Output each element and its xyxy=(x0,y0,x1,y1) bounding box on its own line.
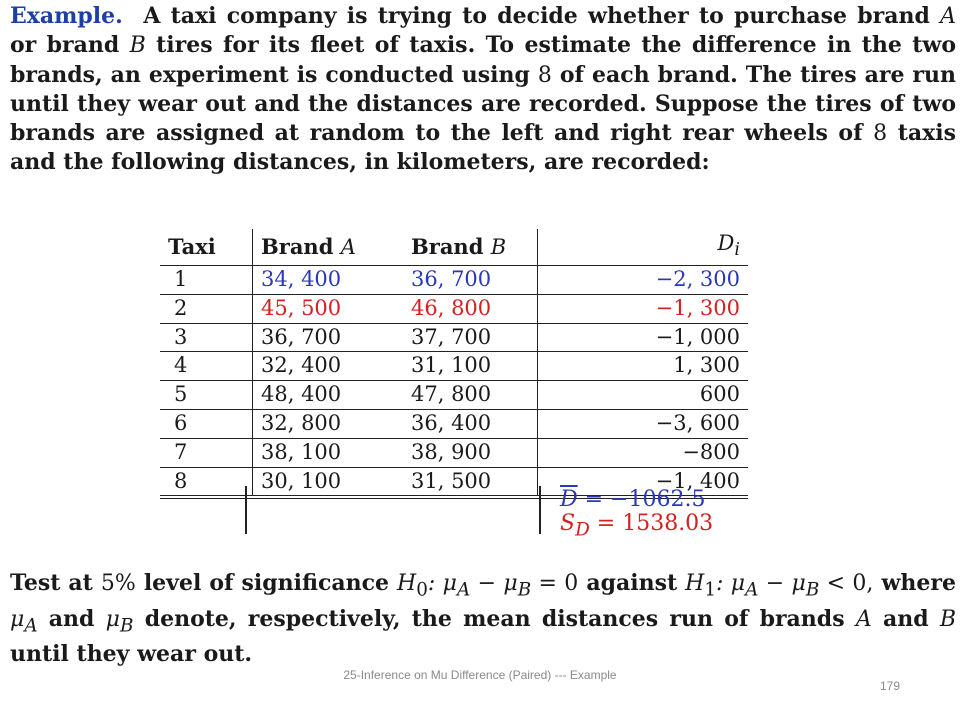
table-row xyxy=(160,323,748,352)
sd-difference xyxy=(560,512,713,542)
header-brand-b xyxy=(403,229,538,265)
cell-taxi: 8 xyxy=(160,467,253,497)
taxi-column-rule xyxy=(245,486,247,534)
mu-b-symbol xyxy=(105,606,134,637)
cell-taxi: 6 xyxy=(160,409,253,438)
table-row xyxy=(160,409,748,438)
slide-footer-title: 25-Inference on Mu Difference (Paired) --- Example xyxy=(343,668,617,682)
test-text-2: level of significance xyxy=(143,570,390,596)
cell-brand-b: 46, 800 xyxy=(403,294,538,323)
cell-brand-b: 47, 800 xyxy=(403,381,538,410)
example-paragraph xyxy=(10,2,956,178)
h1-symbol: H xyxy=(685,571,705,596)
test-text-8: until they wear out. xyxy=(10,641,253,668)
cell-brand-b: 36, 700 xyxy=(403,265,538,294)
h0-expr: : μ xyxy=(427,571,457,596)
dbar-value: = −1062.5 xyxy=(577,487,706,512)
table-header-row xyxy=(160,229,748,265)
cell-brand-b: 31, 100 xyxy=(403,352,538,381)
cell-brand-a: 45, 500 xyxy=(253,294,404,323)
table-row xyxy=(160,438,748,467)
header-brand-b-word: Brand xyxy=(411,233,484,259)
cell-taxi: 7 xyxy=(160,438,253,467)
significance-level: 5% xyxy=(100,571,136,596)
h1-rhs: < 0, xyxy=(819,571,874,596)
h0-minus: − μ xyxy=(470,571,518,596)
mu-a-letter: μ xyxy=(10,606,25,632)
cell-taxi: 3 xyxy=(160,323,253,352)
table-row xyxy=(160,352,748,381)
header-taxi: Taxi xyxy=(160,229,253,265)
header-diff-subscript: i xyxy=(734,240,740,261)
header-diff-symbol: D xyxy=(717,231,735,255)
cell-taxi: 5 xyxy=(160,381,253,410)
cell-difference: −3, 600 xyxy=(538,409,749,438)
sample-size: 8 xyxy=(537,62,552,88)
brand-b-column-rule xyxy=(539,486,541,534)
test-text-3: against xyxy=(586,570,678,596)
sd-subscript: D xyxy=(575,519,590,541)
example-text-4: of each brand. The tires are run until they wear out and the distances are recorded. Suppose the tires of two brands are assigned at random to the left and right rear wheels of xyxy=(10,61,956,147)
alt-hypothesis xyxy=(685,571,874,601)
h1-mu-a-subscript: A xyxy=(745,579,759,601)
mu-b-sub: B xyxy=(119,615,134,637)
cell-brand-a: 30, 100 xyxy=(253,467,404,497)
cell-brand-b: 31, 500 xyxy=(403,467,538,497)
h1-subscript: 1 xyxy=(704,579,717,601)
dbar-symbol: $\overline{D}$ xyxy=(560,487,578,512)
mean-difference xyxy=(560,488,713,512)
h1-minus: − μ xyxy=(758,571,806,596)
cell-brand-a: 36, 700 xyxy=(253,323,404,352)
test-text-6: denote, respectively, the mean distances run of brands xyxy=(144,605,845,632)
slide-page-number: 179 xyxy=(879,679,901,693)
distance-table xyxy=(160,229,748,499)
sd-symbol: S xyxy=(560,511,576,536)
cell-brand-b: 36, 400 xyxy=(403,409,538,438)
sd-value: = 1538.03 xyxy=(589,511,714,536)
mu-a-sub: A xyxy=(24,615,38,637)
cell-difference: −1, 400 xyxy=(538,467,749,497)
cell-taxi: 1 xyxy=(160,265,253,294)
test-text-5: and xyxy=(48,605,95,632)
cell-brand-a: 32, 400 xyxy=(253,352,404,381)
brand-a-ref: A xyxy=(855,606,872,632)
cell-difference: −2, 300 xyxy=(538,265,749,294)
cell-brand-b: 38, 900 xyxy=(403,438,538,467)
cell-brand-b: 37, 700 xyxy=(403,323,538,352)
cell-difference: 1, 300 xyxy=(538,352,749,381)
brand-a-symbol: A xyxy=(940,4,957,29)
cell-brand-a: 34, 400 xyxy=(253,265,404,294)
header-brand-a xyxy=(253,229,404,265)
h1-mu-b-subscript: B xyxy=(805,579,820,601)
h0-rhs: = 0 xyxy=(531,571,579,596)
summary-statistics xyxy=(560,488,713,542)
header-difference xyxy=(538,229,749,265)
cell-difference: −1, 300 xyxy=(538,294,749,323)
h0-subscript: 0 xyxy=(416,579,428,601)
cell-brand-a: 38, 100 xyxy=(253,438,404,467)
taxi-count: 8 xyxy=(873,121,888,147)
h0-symbol: H xyxy=(397,571,417,596)
example-text-5: taxis and the following distances, in kilometers, are recorded: xyxy=(10,120,956,176)
h1-expr: : μ xyxy=(716,571,746,596)
header-brand-a-symbol: A xyxy=(340,234,356,259)
example-text-3: tires for its fleet of taxis. To estimate the difference in the two brands, an experiment is conducted using xyxy=(10,32,956,88)
cell-taxi: 2 xyxy=(160,294,253,323)
test-text-7: and xyxy=(882,605,929,632)
test-text-4: where xyxy=(881,570,956,596)
example-text-1: A taxi company is trying to decide whether to purchase brand xyxy=(143,3,930,29)
cell-difference: −800 xyxy=(538,438,749,467)
h0-mu-b-subscript: B xyxy=(517,579,532,601)
cell-difference: 600 xyxy=(538,381,749,410)
header-brand-a-word: Brand xyxy=(261,233,334,259)
hypothesis-paragraph xyxy=(10,569,956,670)
example-label: Example. xyxy=(10,3,123,29)
example-text-2: or brand xyxy=(10,32,120,59)
table-row xyxy=(160,294,748,323)
cell-taxi: 4 xyxy=(160,352,253,381)
brand-b-ref: B xyxy=(939,606,956,632)
brand-b-symbol: B xyxy=(129,33,146,59)
cell-brand-a: 32, 800 xyxy=(253,409,404,438)
test-text-1: Test at xyxy=(10,570,93,596)
null-hypothesis xyxy=(397,571,579,601)
cell-difference: −1, 000 xyxy=(538,323,749,352)
header-brand-b-symbol: B xyxy=(490,234,507,259)
table-row xyxy=(160,381,748,410)
table-row xyxy=(160,265,748,294)
mu-a-symbol xyxy=(10,606,38,637)
cell-brand-a: 48, 400 xyxy=(253,381,404,410)
h0-mu-a-subscript: A xyxy=(456,579,471,601)
mu-b-letter: μ xyxy=(105,606,120,632)
